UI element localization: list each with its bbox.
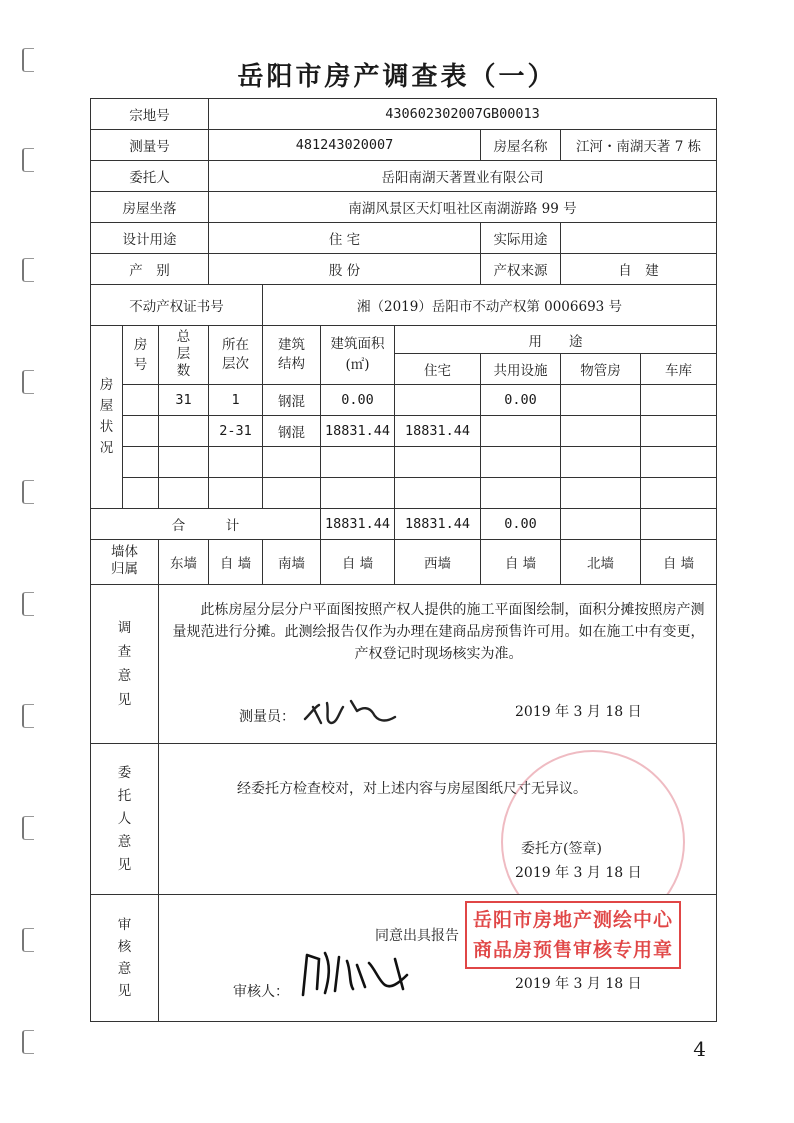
total-label: 合 计 bbox=[91, 509, 321, 540]
wall-north: 北墙 bbox=[561, 540, 641, 585]
reviewer-label: 审核人： bbox=[233, 984, 289, 1000]
col-structure-label: 建筑结构 bbox=[278, 336, 306, 372]
survey-opinion-text: 此栋房屋分层分户平面图按照产权人提供的施工平面图绘制，面积分摊按照房产测量规范进行分摊。此测绘报告仅作为办理在建商品房预售许可用。如在施工中有变更，产权登记时现场核实为准。 bbox=[172, 602, 705, 662]
client-value: 岳阳南湖天著置业有限公司 bbox=[209, 161, 717, 192]
col-floor-label: 所在层次 bbox=[222, 336, 250, 372]
category-value: 股 份 bbox=[209, 254, 481, 285]
survey-opinion-cell bbox=[159, 585, 717, 744]
design-use-value: 住 宅 bbox=[209, 223, 481, 254]
actual-use-label: 实际用途 bbox=[481, 223, 561, 254]
col-room-label: 房号 bbox=[133, 336, 148, 373]
client-opinion-cell bbox=[159, 744, 717, 895]
col-garage-label: 车库 bbox=[641, 354, 717, 385]
binding-holes bbox=[18, 40, 38, 1080]
design-use-label: 设计用途 bbox=[91, 223, 209, 254]
source-label: 产权来源 bbox=[481, 254, 561, 285]
row-survey bbox=[91, 130, 717, 161]
wall-north-value: 自 墙 bbox=[641, 540, 717, 585]
col-property-label: 物管房 bbox=[561, 354, 641, 385]
col-area-label: 建筑面积 (㎡) bbox=[321, 326, 395, 385]
cert-label: 不动产权证书号 bbox=[91, 285, 263, 326]
col-area-unit: (㎡) bbox=[345, 357, 370, 373]
review-opinion-text: 同意出具报告 bbox=[375, 928, 459, 944]
total-shared: 0.00 bbox=[481, 509, 561, 540]
survey-date: 2019 年 3 月 18 日 bbox=[515, 704, 642, 720]
table-row: 2-31 钢混 18831.44 18831.44 bbox=[91, 416, 717, 447]
location-value: 南湖风景区天灯咀社区南湖游路 99 号 bbox=[209, 192, 717, 223]
category-label: 产 别 bbox=[91, 254, 209, 285]
survey-opinion-label: 调查意见 bbox=[91, 585, 159, 744]
col-residential-label: 住宅 bbox=[395, 354, 481, 385]
survey-value: 481243020007 bbox=[209, 130, 481, 161]
total-residential: 18831.44 bbox=[395, 509, 481, 540]
col-shared-label: 共用设施 bbox=[481, 354, 561, 385]
survey-form-table bbox=[90, 98, 717, 1022]
reviewer-signature bbox=[295, 945, 425, 1003]
building-name-label: 房屋名称 bbox=[481, 130, 561, 161]
col-total-floors-label: 总层数 bbox=[176, 328, 191, 379]
table-row bbox=[91, 447, 717, 478]
client-opinion-row bbox=[91, 744, 717, 895]
status-side-label: 房屋状况 bbox=[91, 326, 123, 509]
actual-use-value bbox=[561, 223, 717, 254]
surveyor-signature bbox=[299, 693, 409, 729]
survey-label: 测量号 bbox=[91, 130, 209, 161]
row-category bbox=[91, 254, 717, 285]
client-opinion-text: 经委托方检查校对，对上述内容与房屋图纸尺寸无异议。 bbox=[237, 781, 587, 797]
form-title: 岳阳市房产调查表（一） bbox=[237, 62, 557, 92]
survey-opinion-row bbox=[91, 585, 717, 744]
review-opinion-cell bbox=[159, 895, 717, 1022]
table-row bbox=[91, 478, 717, 509]
wall-east: 东墙 bbox=[159, 540, 209, 585]
client-signer-label: 委托方(签章) bbox=[521, 841, 602, 857]
parcel-value: 430602302007GB00013 bbox=[209, 99, 717, 130]
client-label: 委托人 bbox=[91, 161, 209, 192]
surveyor-label: 测量员： bbox=[239, 709, 295, 725]
client-opinion-label: 委托人意见 bbox=[91, 744, 159, 895]
source-value: 自 建 bbox=[561, 254, 717, 285]
wall-east-value: 自 墙 bbox=[209, 540, 263, 585]
review-opinion-row bbox=[91, 895, 717, 1022]
col-use-label: 用 途 bbox=[395, 326, 717, 354]
row-client bbox=[91, 161, 717, 192]
page-number: 4 bbox=[693, 1037, 706, 1061]
review-opinion-label: 审核意见 bbox=[91, 895, 159, 1022]
table-row: 31 1 钢混 0.00 0.00 bbox=[91, 385, 717, 416]
wall-south-value: 自 墙 bbox=[321, 540, 395, 585]
cert-value: 湘（2019）岳阳市不动产权第 0006693 号 bbox=[263, 285, 717, 326]
building-name-value: 江河・南湖天著 7 栋 bbox=[561, 130, 717, 161]
row-certificate bbox=[91, 285, 717, 326]
row-parcel bbox=[91, 99, 717, 130]
location-label: 房屋坐落 bbox=[91, 192, 209, 223]
walls-row bbox=[91, 540, 717, 585]
wall-west: 西墙 bbox=[395, 540, 481, 585]
total-row bbox=[91, 509, 717, 540]
review-date: 2019 年 3 月 18 日 bbox=[515, 976, 642, 992]
wall-west-value: 自 墙 bbox=[481, 540, 561, 585]
walls-label: 墙体归属 bbox=[91, 540, 159, 585]
row-use bbox=[91, 223, 717, 254]
total-area: 18831.44 bbox=[321, 509, 395, 540]
status-header-row-1 bbox=[91, 326, 717, 354]
review-stamp: 岳阳市房地产测绘中心 商品房预售审核专用章 bbox=[465, 901, 681, 969]
parcel-label: 宗地号 bbox=[91, 99, 209, 130]
client-date: 2019 年 3 月 18 日 bbox=[515, 865, 642, 881]
wall-south: 南墙 bbox=[263, 540, 321, 585]
row-location bbox=[91, 192, 717, 223]
